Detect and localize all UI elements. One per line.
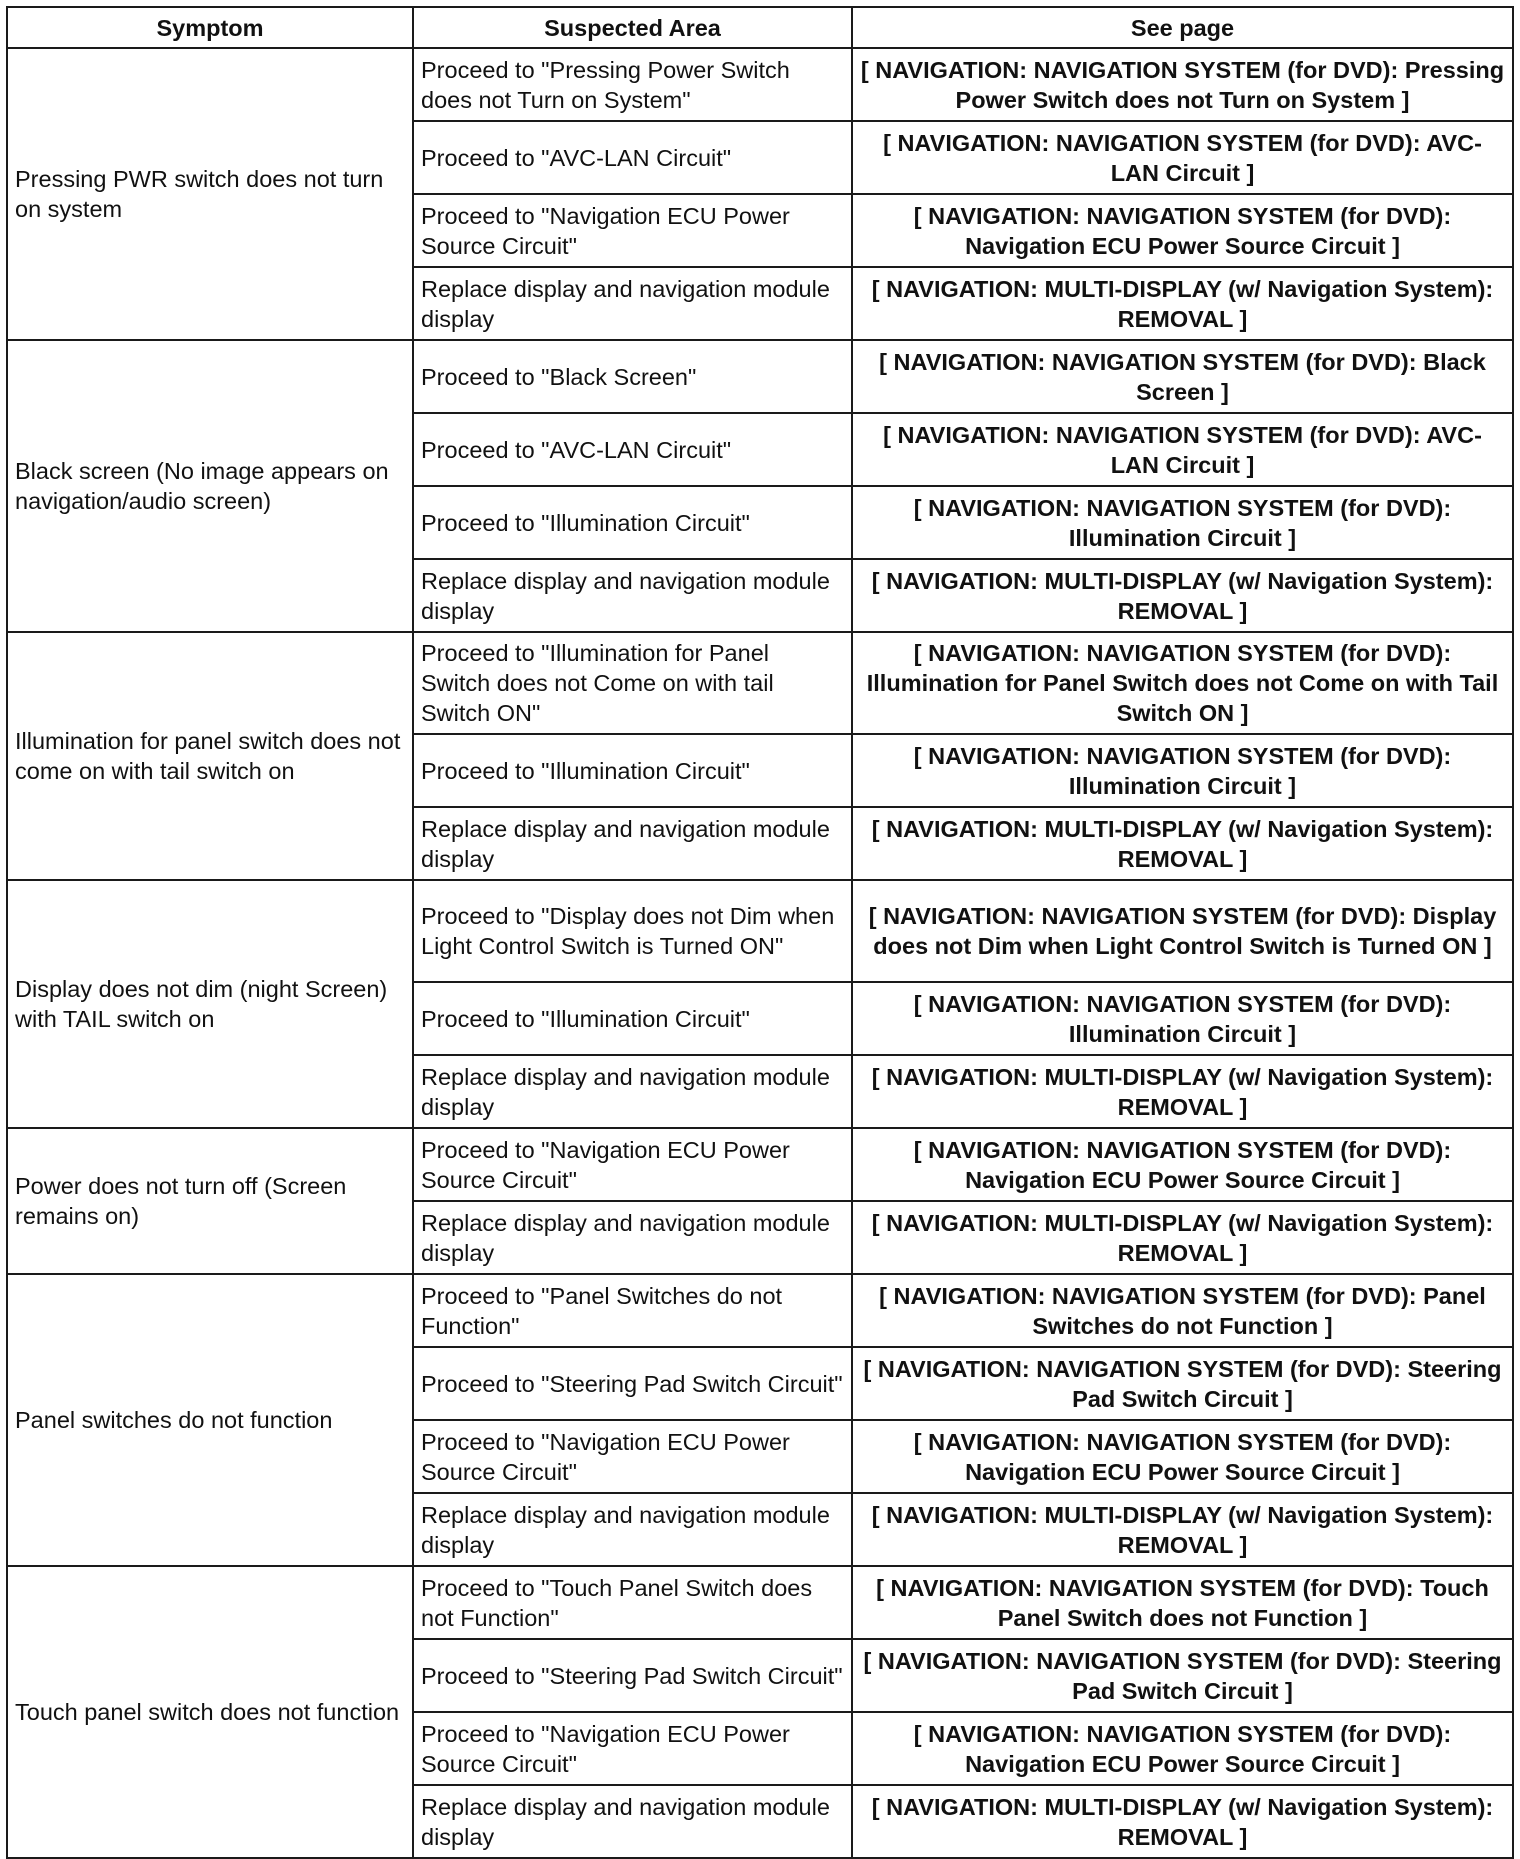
suspected-area-cell: Proceed to "Navigation ECU Power Source Circuit" xyxy=(413,194,852,267)
symptom-cell: Illumination for panel switch does not come on with tail switch on xyxy=(7,632,413,880)
troubleshooting-table-container xyxy=(6,6,1512,1859)
suspected-area-cell: Proceed to "Illumination for Panel Switch does not Come on with tail Switch ON" xyxy=(413,632,852,734)
symptom-cell: Black screen (No image appears on navigation/audio screen) xyxy=(7,340,413,632)
suspected-area-cell: Proceed to "Steering Pad Switch Circuit" xyxy=(413,1347,852,1420)
see-page-link[interactable]: [ NAVIGATION: NAVIGATION SYSTEM (for DVD): Panel Switches do not Function ] xyxy=(852,1274,1513,1347)
troubleshooting-table xyxy=(6,6,1514,1859)
see-page-link[interactable]: [ NAVIGATION: MULTI-DISPLAY (w/ Navigation System): REMOVAL ] xyxy=(852,267,1513,340)
see-page-link[interactable]: [ NAVIGATION: MULTI-DISPLAY (w/ Navigation System): REMOVAL ] xyxy=(852,1201,1513,1274)
table-row xyxy=(7,1274,1513,1347)
see-page-link[interactable]: [ NAVIGATION: NAVIGATION SYSTEM (for DVD): Navigation ECU Power Source Circuit ] xyxy=(852,1128,1513,1201)
table-row xyxy=(7,340,1513,413)
suspected-area-cell: Proceed to "Navigation ECU Power Source Circuit" xyxy=(413,1712,852,1785)
suspected-area-cell: Proceed to "Steering Pad Switch Circuit" xyxy=(413,1639,852,1712)
see-page-link[interactable]: [ NAVIGATION: MULTI-DISPLAY (w/ Navigation System): REMOVAL ] xyxy=(852,1785,1513,1858)
see-page-link[interactable]: [ NAVIGATION: MULTI-DISPLAY (w/ Navigation System): REMOVAL ] xyxy=(852,559,1513,632)
see-page-link[interactable]: [ NAVIGATION: NAVIGATION SYSTEM (for DVD): Display does not Dim when Light Control Switch is Turned ON ] xyxy=(852,880,1513,982)
header-row xyxy=(7,7,1513,48)
see-page-link[interactable]: [ NAVIGATION: NAVIGATION SYSTEM (for DVD): Steering Pad Switch Circuit ] xyxy=(852,1347,1513,1420)
table-row xyxy=(7,632,1513,734)
see-page-link[interactable]: [ NAVIGATION: NAVIGATION SYSTEM (for DVD): Illumination Circuit ] xyxy=(852,982,1513,1055)
suspected-area-cell: Replace display and navigation module display xyxy=(413,1201,852,1274)
suspected-area-cell: Replace display and navigation module display xyxy=(413,1785,852,1858)
suspected-area-cell: Proceed to "Illumination Circuit" xyxy=(413,982,852,1055)
table-body xyxy=(7,48,1513,1858)
see-page-link[interactable]: [ NAVIGATION: NAVIGATION SYSTEM (for DVD): Illumination for Panel Switch does not Come on with Tail Switch ON ] xyxy=(852,632,1513,734)
see-page-link[interactable]: [ NAVIGATION: MULTI-DISPLAY (w/ Navigation System): REMOVAL ] xyxy=(852,1493,1513,1566)
see-page-link[interactable]: [ NAVIGATION: NAVIGATION SYSTEM (for DVD): Illumination Circuit ] xyxy=(852,486,1513,559)
see-page-link[interactable]: [ NAVIGATION: MULTI-DISPLAY (w/ Navigation System): REMOVAL ] xyxy=(852,807,1513,880)
column-header-suspected-area: Suspected Area xyxy=(413,7,852,48)
see-page-link[interactable]: [ NAVIGATION: NAVIGATION SYSTEM (for DVD): Black Screen ] xyxy=(852,340,1513,413)
column-header-symptom: Symptom xyxy=(7,7,413,48)
suspected-area-cell: Proceed to "Illumination Circuit" xyxy=(413,734,852,807)
suspected-area-cell: Proceed to "Black Screen" xyxy=(413,340,852,413)
column-header-see-page: See page xyxy=(852,7,1513,48)
see-page-link[interactable]: [ NAVIGATION: NAVIGATION SYSTEM (for DVD): Pressing Power Switch does not Turn on System ] xyxy=(852,48,1513,121)
suspected-area-cell: Proceed to "Navigation ECU Power Source Circuit" xyxy=(413,1420,852,1493)
see-page-link[interactable]: [ NAVIGATION: NAVIGATION SYSTEM (for DVD): AVC-LAN Circuit ] xyxy=(852,121,1513,194)
see-page-link[interactable]: [ NAVIGATION: NAVIGATION SYSTEM (for DVD): Touch Panel Switch does not Function ] xyxy=(852,1566,1513,1639)
suspected-area-cell: Proceed to "Navigation ECU Power Source Circuit" xyxy=(413,1128,852,1201)
see-page-link[interactable]: [ NAVIGATION: NAVIGATION SYSTEM (for DVD): Steering Pad Switch Circuit ] xyxy=(852,1639,1513,1712)
suspected-area-cell: Replace display and navigation module display xyxy=(413,1493,852,1566)
see-page-link[interactable]: [ NAVIGATION: NAVIGATION SYSTEM (for DVD): Navigation ECU Power Source Circuit ] xyxy=(852,194,1513,267)
symptom-cell: Pressing PWR switch does not turn on system xyxy=(7,48,413,340)
suspected-area-cell: Replace display and navigation module display xyxy=(413,559,852,632)
table-row xyxy=(7,1128,1513,1201)
suspected-area-cell: Proceed to "Touch Panel Switch does not Function" xyxy=(413,1566,852,1639)
see-page-link[interactable]: [ NAVIGATION: MULTI-DISPLAY (w/ Navigation System): REMOVAL ] xyxy=(852,1055,1513,1128)
suspected-area-cell: Proceed to "Illumination Circuit" xyxy=(413,486,852,559)
suspected-area-cell: Replace display and navigation module display xyxy=(413,1055,852,1128)
table-row xyxy=(7,880,1513,982)
suspected-area-cell: Proceed to "Pressing Power Switch does not Turn on System" xyxy=(413,48,852,121)
table-row xyxy=(7,48,1513,121)
suspected-area-cell: Proceed to "AVC-LAN Circuit" xyxy=(413,121,852,194)
symptom-cell: Panel switches do not function xyxy=(7,1274,413,1566)
symptom-cell: Touch panel switch does not function xyxy=(7,1566,413,1858)
see-page-link[interactable]: [ NAVIGATION: NAVIGATION SYSTEM (for DVD): Navigation ECU Power Source Circuit ] xyxy=(852,1712,1513,1785)
see-page-link[interactable]: [ NAVIGATION: NAVIGATION SYSTEM (for DVD): AVC-LAN Circuit ] xyxy=(852,413,1513,486)
suspected-area-cell: Replace display and navigation module display xyxy=(413,807,852,880)
see-page-link[interactable]: [ NAVIGATION: NAVIGATION SYSTEM (for DVD): Illumination Circuit ] xyxy=(852,734,1513,807)
suspected-area-cell: Proceed to "AVC-LAN Circuit" xyxy=(413,413,852,486)
symptom-cell: Display does not dim (night Screen) with TAIL switch on xyxy=(7,880,413,1128)
symptom-cell: Power does not turn off (Screen remains on) xyxy=(7,1128,413,1274)
see-page-link[interactable]: [ NAVIGATION: NAVIGATION SYSTEM (for DVD): Navigation ECU Power Source Circuit ] xyxy=(852,1420,1513,1493)
suspected-area-cell: Replace display and navigation module display xyxy=(413,267,852,340)
table-row xyxy=(7,1566,1513,1639)
suspected-area-cell: Proceed to "Display does not Dim when Light Control Switch is Turned ON" xyxy=(413,880,852,982)
suspected-area-cell: Proceed to "Panel Switches do not Function" xyxy=(413,1274,852,1347)
